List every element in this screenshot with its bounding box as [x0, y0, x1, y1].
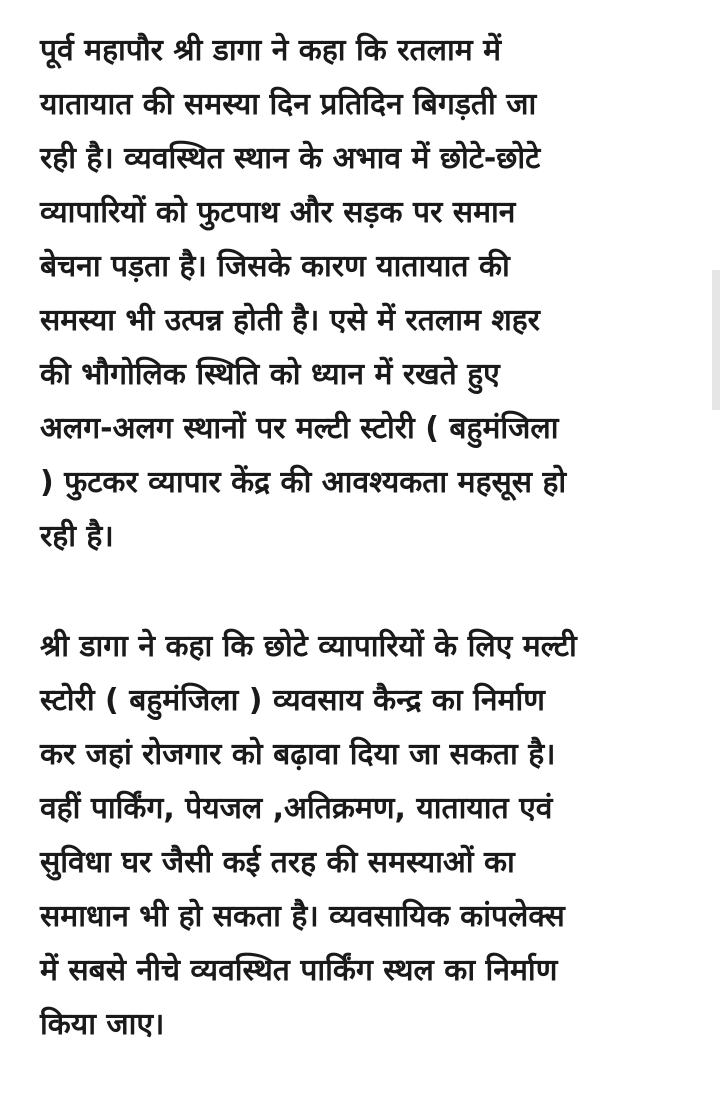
- text-line: ) फुटकर व्यापार केंद्र की आवश्यकता महसूस हो: [40, 465, 567, 500]
- text-line: यातायात की समस्या दिन प्रतिदिन बिगड़ती जा: [40, 87, 537, 122]
- text-line: समाधान भी हो सकता है। व्यवसायिक कांपलेक्स: [40, 899, 565, 934]
- paragraph-2: [40, 620, 690, 1052]
- text-line: किया जाए।: [40, 1007, 165, 1042]
- scrollbar[interactable]: [712, 270, 720, 410]
- text-line: कर जहां रोजगार को बढ़ावा दिया जा सकता है।: [40, 737, 556, 772]
- text-line: व्यापारियों को फुटपाथ और सड़क पर समान: [40, 195, 516, 230]
- text-line: में सबसे नीचे व्यवस्थित पार्किंग स्थल का निर्माण: [40, 953, 558, 988]
- article-body: [40, 24, 690, 1052]
- text-line: स्टोरी ( बहुमंजिला ) व्यवसाय कैन्द्र का निर्माण: [40, 683, 545, 718]
- text-line: समस्या भी उत्पन्न होती है। एसे में रतलाम शहर: [40, 303, 540, 338]
- text-line: वहीं पार्किंग, पेयजल ,अतिक्रमण, यातायात एवं: [40, 791, 553, 826]
- text-line: सुविधा घर जैसी कई तरह की समस्याओं का: [40, 845, 515, 880]
- text-line: रही है।: [40, 519, 114, 554]
- paragraph-gap: [40, 564, 690, 620]
- text-line: बेचना पड़ता है। जिसके कारण यातायात की: [40, 249, 510, 284]
- text-line: अलग-अलग स्थानों पर मल्टी स्टोरी ( बहुमंजिला: [40, 411, 559, 446]
- text-line: रही है। व्यवस्थित स्थान के अभाव में छोटे-छोटे: [40, 141, 541, 176]
- text-line: की भौगोलिक स्थिति को ध्यान में रखते हुए: [40, 357, 500, 392]
- paragraph-1: [40, 24, 690, 564]
- text-line: पूर्व महापौर श्री डागा ने कहा कि रतलाम में: [40, 33, 502, 68]
- text-line: श्री डागा ने कहा कि छोटे व्यापारियों के लिए मल्टी: [40, 629, 577, 664]
